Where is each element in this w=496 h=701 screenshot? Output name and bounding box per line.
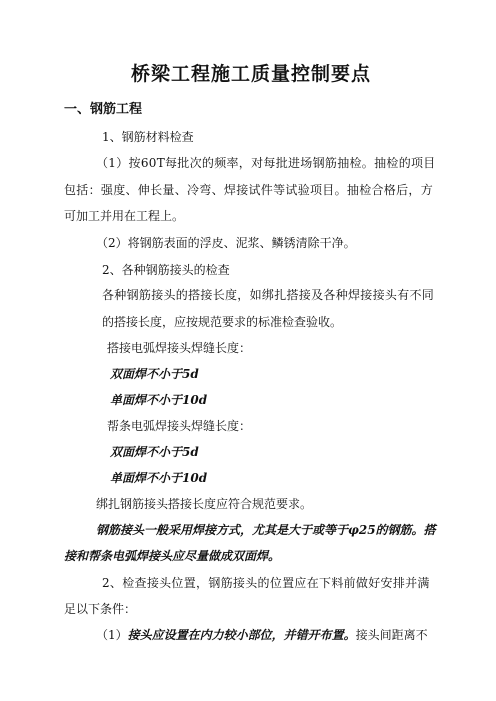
paragraph-text: 接头间距离不 [355, 628, 428, 642]
emphasis-line: 接和帮条电弧焊接头应尽量做成双面焊。 [64, 549, 281, 563]
paragraph-line: （2）将钢筋表面的浮皮、泥浆、鳞锈清除干净。 [96, 236, 356, 250]
paragraph-line: 帮条电弧焊接头焊缝长度： [107, 419, 252, 433]
paragraph-line: 足以下条件： [64, 602, 137, 616]
emphasis-line: 双面焊不小于5d [110, 445, 199, 459]
emphasis-line: 双面焊不小于5d [110, 367, 199, 381]
paragraph-line: 绑扎钢筋接头搭接长度应符合规范要求。 [96, 497, 313, 511]
emphasis-line: 单面焊不小于10d [110, 471, 208, 485]
section-heading-rebar: 一、钢筋工程 [64, 102, 143, 117]
paragraph-line [96, 627, 428, 643]
paragraph-prefix: （1） [96, 628, 128, 642]
subheading-material-check: 1、钢筋材料检查 [102, 130, 194, 144]
paragraph-line: 搭接电弧焊接头焊缝长度： [107, 341, 252, 355]
paragraph-line: 2、检查接头位置，钢筋接头的位置应在下料前做好安排并满 [102, 576, 430, 590]
paragraph-line: 的搭接长度，应按规范要求的标准检查验收。 [102, 315, 343, 329]
page-title: 桥梁工程施工质量控制要点 [131, 63, 372, 85]
emphasis-line: 钢筋接头一般采用焊接方式，尤其是大于或等于φ25的钢筋。搭 [96, 523, 436, 537]
paragraph-line: 包括：强度、伸长量、冷弯、焊接试件等试验项目。抽检合格后，方 [64, 183, 434, 197]
subheading-joint-check: 2、各种钢筋接头的检查 [102, 263, 230, 277]
paragraph-line: 可加工并用在工程上。 [64, 209, 185, 223]
paragraph-line: （1）按60T每批次的频率，对每批进场钢筋抽检。抽检的项目 [96, 156, 436, 170]
emphasis-line: 单面焊不小于10d [110, 393, 208, 407]
paragraph-line: 各种钢筋接头的搭接长度，如绑扎搭接及各种焊接接头有不同 [102, 288, 435, 302]
emphasis-text: 接头应设置在内力较小部位，并错开布置。 [127, 628, 356, 642]
